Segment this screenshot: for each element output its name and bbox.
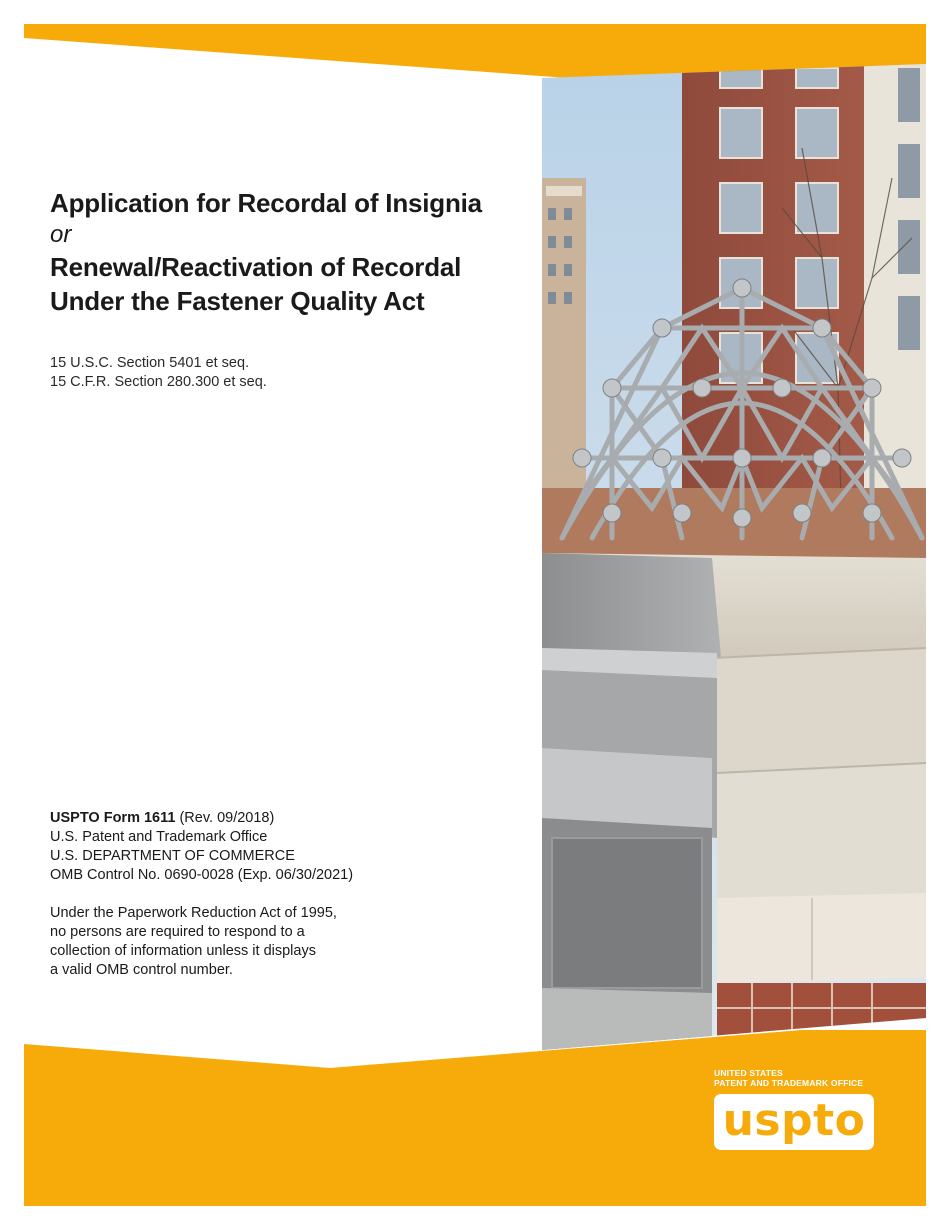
- logo-caption-line-1: UNITED STATES: [714, 1068, 783, 1078]
- cover-photo-geodesic-dome: [542, 58, 926, 1058]
- title-line-2: Renewal/Reactivation of Recordal: [50, 252, 462, 282]
- form-identification: [50, 809, 353, 885]
- form-number: USPTO Form 1611: [50, 810, 176, 826]
- form-department: U.S. DEPARTMENT OF COMMERCE: [50, 848, 295, 864]
- paperwork-reduction-notice: [50, 904, 370, 980]
- prn-line: a valid OMB control number.: [50, 962, 233, 978]
- form-number-line: [50, 809, 353, 828]
- citation-cfr: 15 C.F.R. Section 280.300 et seq.: [50, 374, 267, 390]
- prn-line: no persons are required to respond to a: [50, 924, 305, 940]
- logo-wordmark: uspto: [722, 1095, 866, 1146]
- title-line-1: Application for Recordal of Insignia: [50, 188, 482, 218]
- prn-line: collection of information unless it displays: [50, 943, 316, 959]
- title-connector-or: or: [50, 221, 72, 248]
- legal-citations: [50, 354, 267, 392]
- document-title: [50, 186, 520, 318]
- uspto-logo: [714, 1068, 879, 1153]
- title-line-3: Under the Fastener Quality Act: [50, 286, 425, 316]
- form-office: U.S. Patent and Trademark Office: [50, 829, 268, 845]
- form-omb-control: OMB Control No. 0690-0028 (Exp. 06/30/2021): [50, 867, 354, 883]
- prn-line: Under the Paperwork Reduction Act of 1995,: [50, 905, 337, 921]
- citation-usc: 15 U.S.C. Section 5401 et seq.: [50, 355, 250, 371]
- logo-wordmark-box: [714, 1094, 874, 1150]
- form-revision: (Rev. 09/2018): [175, 810, 275, 826]
- logo-caption-line-2: PATENT AND TRADEMARK OFFICE: [714, 1078, 864, 1088]
